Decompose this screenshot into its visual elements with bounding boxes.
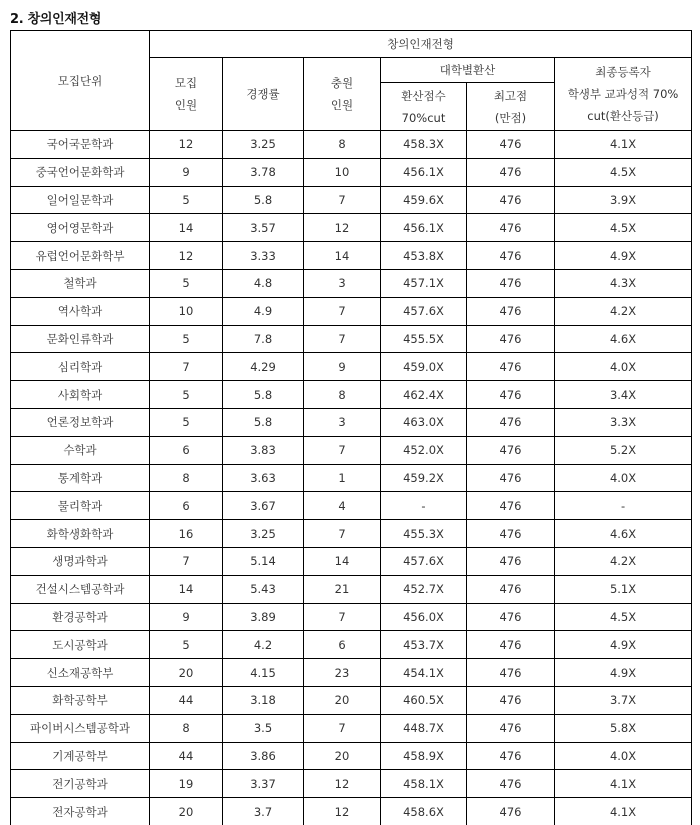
- cell-quota: 6: [150, 492, 223, 520]
- cell-grade: 4.5X: [555, 214, 692, 242]
- table-row: [11, 603, 692, 631]
- cell-extra: 7: [304, 603, 381, 631]
- cell-grade: 4.3X: [555, 269, 692, 297]
- cell-quota: 12: [150, 242, 223, 270]
- cell-max: 476: [467, 325, 555, 353]
- cell-unit: 화학공학부: [11, 686, 150, 714]
- cell-max: 476: [467, 131, 555, 159]
- cell-grade: -: [555, 492, 692, 520]
- cell-score: 452.0X: [381, 436, 467, 464]
- cell-ratio: 5.43: [223, 575, 304, 603]
- cell-max: 476: [467, 742, 555, 770]
- cell-ratio: 3.57: [223, 214, 304, 242]
- cell-grade: 5.1X: [555, 575, 692, 603]
- cell-ratio: 3.25: [223, 131, 304, 159]
- cell-score: -: [381, 492, 467, 520]
- cell-unit: 유럽언어문화학부: [11, 242, 150, 270]
- cell-ratio: 5.8: [223, 186, 304, 214]
- cell-score: 458.1X: [381, 770, 467, 798]
- cell-score: 456.1X: [381, 214, 467, 242]
- cell-ratio: 3.25: [223, 520, 304, 548]
- cell-grade: 3.4X: [555, 381, 692, 409]
- cell-unit: 파이버시스템공학과: [11, 714, 150, 742]
- cell-unit: 사회학과: [11, 381, 150, 409]
- cell-extra: 14: [304, 547, 381, 575]
- cell-extra: 8: [304, 131, 381, 159]
- cell-grade: 4.0X: [555, 742, 692, 770]
- cell-unit: 환경공학과: [11, 603, 150, 631]
- cell-quota: 16: [150, 520, 223, 548]
- cell-grade: 3.3X: [555, 408, 692, 436]
- cell-max: 476: [467, 353, 555, 381]
- table-row: [11, 547, 692, 575]
- cell-grade: 4.5X: [555, 158, 692, 186]
- cell-max: 476: [467, 575, 555, 603]
- table-row: [11, 381, 692, 409]
- cell-unit: 기계공학부: [11, 742, 150, 770]
- cell-grade: 5.2X: [555, 436, 692, 464]
- table-row: [11, 770, 692, 798]
- cell-quota: 14: [150, 575, 223, 603]
- cell-quota: 5: [150, 269, 223, 297]
- cell-score: 459.0X: [381, 353, 467, 381]
- cell-quota: 19: [150, 770, 223, 798]
- cell-max: 476: [467, 242, 555, 270]
- cell-quota: 9: [150, 158, 223, 186]
- cell-ratio: 4.9: [223, 297, 304, 325]
- table-row: [11, 659, 692, 687]
- cell-score: 456.0X: [381, 603, 467, 631]
- cell-extra: 7: [304, 297, 381, 325]
- cell-ratio: 4.2: [223, 631, 304, 659]
- cell-ratio: 4.15: [223, 659, 304, 687]
- cell-ratio: 3.37: [223, 770, 304, 798]
- cell-score: 453.7X: [381, 631, 467, 659]
- cell-quota: 12: [150, 131, 223, 159]
- cell-quota: 5: [150, 408, 223, 436]
- cell-ratio: 3.7: [223, 798, 304, 825]
- cell-score: 452.7X: [381, 575, 467, 603]
- cell-quota: 44: [150, 686, 223, 714]
- cell-unit: 물리학과: [11, 492, 150, 520]
- header-quota: 모집 인원: [150, 58, 223, 131]
- cell-max: 476: [467, 714, 555, 742]
- table-row: [11, 714, 692, 742]
- cell-unit: 생명과학과: [11, 547, 150, 575]
- table-row: [11, 131, 692, 159]
- cell-quota: 5: [150, 631, 223, 659]
- cell-grade: 3.7X: [555, 686, 692, 714]
- cell-ratio: 3.78: [223, 158, 304, 186]
- table-row: [11, 325, 692, 353]
- cell-extra: 1: [304, 464, 381, 492]
- cell-unit: 수학과: [11, 436, 150, 464]
- cell-quota: 5: [150, 186, 223, 214]
- cell-unit: 도시공학과: [11, 631, 150, 659]
- cell-unit: 심리학과: [11, 353, 150, 381]
- cell-quota: 10: [150, 297, 223, 325]
- cell-max: 476: [467, 186, 555, 214]
- cell-extra: 20: [304, 686, 381, 714]
- cell-score: 459.6X: [381, 186, 467, 214]
- header-score: 환산점수 70%cut: [381, 83, 467, 131]
- cell-extra: 8: [304, 381, 381, 409]
- cell-unit: 일어일문학과: [11, 186, 150, 214]
- table-row: [11, 520, 692, 548]
- cell-score: 458.9X: [381, 742, 467, 770]
- cell-quota: 6: [150, 436, 223, 464]
- cell-grade: 5.8X: [555, 714, 692, 742]
- cell-extra: 20: [304, 742, 381, 770]
- header-extra: 충원 인원: [304, 58, 381, 131]
- cell-max: 476: [467, 269, 555, 297]
- cell-grade: 4.6X: [555, 520, 692, 548]
- cell-quota: 20: [150, 659, 223, 687]
- cell-quota: 7: [150, 353, 223, 381]
- table-row: [11, 269, 692, 297]
- cell-ratio: 4.29: [223, 353, 304, 381]
- cell-unit: 화학생화학과: [11, 520, 150, 548]
- cell-grade: 4.2X: [555, 297, 692, 325]
- header-max: 최고점 (만점): [467, 83, 555, 131]
- cell-ratio: 3.67: [223, 492, 304, 520]
- cell-max: 476: [467, 659, 555, 687]
- cell-unit: 영어영문학과: [11, 214, 150, 242]
- cell-ratio: 3.5: [223, 714, 304, 742]
- table-row: [11, 408, 692, 436]
- cell-score: 462.4X: [381, 381, 467, 409]
- cell-unit: 철학과: [11, 269, 150, 297]
- cell-extra: 10: [304, 158, 381, 186]
- cell-grade: 4.1X: [555, 770, 692, 798]
- table-row: [11, 742, 692, 770]
- cell-unit: 건설시스템공학과: [11, 575, 150, 603]
- cell-ratio: 3.18: [223, 686, 304, 714]
- cell-ratio: 7.8: [223, 325, 304, 353]
- cell-ratio: 4.8: [223, 269, 304, 297]
- cell-grade: 4.1X: [555, 131, 692, 159]
- cell-max: 476: [467, 547, 555, 575]
- cell-ratio: 5.8: [223, 381, 304, 409]
- table-row: [11, 686, 692, 714]
- cell-score: 458.6X: [381, 798, 467, 825]
- cell-max: 476: [467, 631, 555, 659]
- cell-extra: 7: [304, 325, 381, 353]
- cell-extra: 14: [304, 242, 381, 270]
- cell-ratio: 5.8: [223, 408, 304, 436]
- cell-max: 476: [467, 798, 555, 825]
- header-unit: 모집단위: [11, 31, 150, 131]
- cell-max: 476: [467, 464, 555, 492]
- cell-extra: 3: [304, 408, 381, 436]
- cell-score: 455.5X: [381, 325, 467, 353]
- table-row: [11, 297, 692, 325]
- cell-extra: 6: [304, 631, 381, 659]
- cell-score: 463.0X: [381, 408, 467, 436]
- table-body: [11, 131, 692, 825]
- cell-score: 453.8X: [381, 242, 467, 270]
- section-title: 2. 창의인재전형: [10, 12, 102, 27]
- cell-ratio: 3.83: [223, 436, 304, 464]
- table-row: [11, 464, 692, 492]
- table-row: [11, 242, 692, 270]
- cell-score: 457.6X: [381, 547, 467, 575]
- cell-unit: 중국언어문화학과: [11, 158, 150, 186]
- cell-max: 476: [467, 158, 555, 186]
- cell-ratio: 3.33: [223, 242, 304, 270]
- cell-max: 476: [467, 492, 555, 520]
- admission-results-table: [10, 30, 692, 825]
- cell-unit: 전자공학과: [11, 798, 150, 825]
- cell-quota: 8: [150, 714, 223, 742]
- cell-grade: 3.9X: [555, 186, 692, 214]
- cell-extra: 23: [304, 659, 381, 687]
- cell-extra: 12: [304, 798, 381, 825]
- table-row: [11, 631, 692, 659]
- cell-score: 448.7X: [381, 714, 467, 742]
- cell-max: 476: [467, 381, 555, 409]
- cell-quota: 9: [150, 603, 223, 631]
- cell-extra: 3: [304, 269, 381, 297]
- cell-score: 460.5X: [381, 686, 467, 714]
- cell-extra: 7: [304, 436, 381, 464]
- cell-grade: 4.2X: [555, 547, 692, 575]
- cell-extra: 7: [304, 186, 381, 214]
- cell-unit: 신소재공학부: [11, 659, 150, 687]
- cell-max: 476: [467, 520, 555, 548]
- cell-score: 455.3X: [381, 520, 467, 548]
- header-conv: 대학별환산: [381, 58, 555, 83]
- cell-grade: 4.5X: [555, 603, 692, 631]
- table-row: [11, 798, 692, 825]
- cell-unit: 국어국문학과: [11, 131, 150, 159]
- cell-score: 458.3X: [381, 131, 467, 159]
- cell-max: 476: [467, 214, 555, 242]
- cell-extra: 12: [304, 770, 381, 798]
- cell-score: 456.1X: [381, 158, 467, 186]
- cell-grade: 4.9X: [555, 659, 692, 687]
- cell-max: 476: [467, 686, 555, 714]
- cell-unit: 통계학과: [11, 464, 150, 492]
- cell-max: 476: [467, 770, 555, 798]
- table-row: [11, 186, 692, 214]
- cell-ratio: 3.89: [223, 603, 304, 631]
- cell-max: 476: [467, 297, 555, 325]
- cell-quota: 8: [150, 464, 223, 492]
- cell-grade: 4.0X: [555, 464, 692, 492]
- header-final: 최종등록자 학생부 교과성적 70% cut(환산등급): [555, 58, 692, 131]
- cell-ratio: 3.63: [223, 464, 304, 492]
- cell-quota: 5: [150, 325, 223, 353]
- cell-extra: 9: [304, 353, 381, 381]
- cell-max: 476: [467, 408, 555, 436]
- cell-score: 459.2X: [381, 464, 467, 492]
- cell-grade: 4.9X: [555, 631, 692, 659]
- cell-quota: 7: [150, 547, 223, 575]
- cell-grade: 4.1X: [555, 798, 692, 825]
- cell-ratio: 5.14: [223, 547, 304, 575]
- table-row: [11, 158, 692, 186]
- header-ratio: 경쟁률: [223, 58, 304, 131]
- cell-unit: 전기공학과: [11, 770, 150, 798]
- cell-quota: 14: [150, 214, 223, 242]
- cell-grade: 4.6X: [555, 325, 692, 353]
- table-row: [11, 575, 692, 603]
- cell-max: 476: [467, 603, 555, 631]
- cell-score: 457.1X: [381, 269, 467, 297]
- table-row: [11, 353, 692, 381]
- cell-extra: 12: [304, 214, 381, 242]
- cell-extra: 7: [304, 520, 381, 548]
- table-row: [11, 436, 692, 464]
- cell-quota: 44: [150, 742, 223, 770]
- cell-quota: 5: [150, 381, 223, 409]
- cell-max: 476: [467, 436, 555, 464]
- table-row: [11, 492, 692, 520]
- cell-grade: 4.9X: [555, 242, 692, 270]
- cell-unit: 언론정보학과: [11, 408, 150, 436]
- cell-grade: 4.0X: [555, 353, 692, 381]
- header-group: 창의인재전형: [150, 31, 692, 58]
- cell-extra: 7: [304, 714, 381, 742]
- cell-extra: 21: [304, 575, 381, 603]
- cell-score: 454.1X: [381, 659, 467, 687]
- cell-extra: 4: [304, 492, 381, 520]
- cell-ratio: 3.86: [223, 742, 304, 770]
- cell-unit: 문화인류학과: [11, 325, 150, 353]
- table-row: [11, 214, 692, 242]
- cell-score: 457.6X: [381, 297, 467, 325]
- cell-unit: 역사학과: [11, 297, 150, 325]
- cell-quota: 20: [150, 798, 223, 825]
